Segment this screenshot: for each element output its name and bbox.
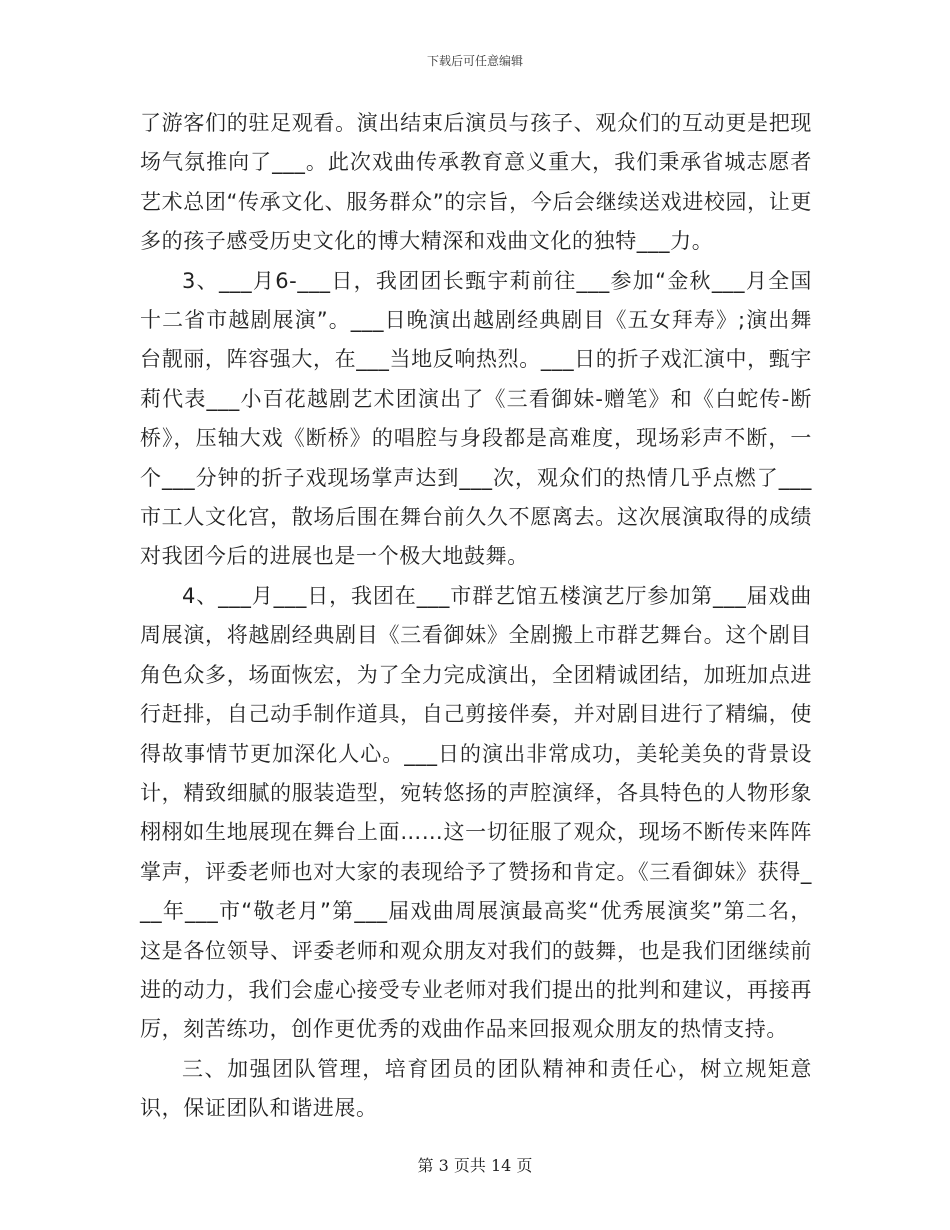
- page-header: 下载后可任意编辑: [426, 54, 523, 68]
- section-heading-3: 三、加强团队管理，培育团员的团队精神和责任心，树立规矩意识，保证团队和谐进展。: [140, 1056, 812, 1121]
- paragraph-item-3: 3、___月6-___日，我团团长甄宇莉前往___参加“金秋___月全国十二省市越剧展演”。___日晚演出越剧经典剧目《五女拜寿》;演出舞台靓丽，阵容强大，在___当地反响热烈。___日的折子戏汇演中，甄宇莉代表___小百花越剧艺术团演出了《三看御妹-赠笔》和《白蛇传-断桥》，压轴大戏《断桥》的唱腔与身段都是高难度，现场彩声不断，一个___分钟的折子戏现场掌声达到___次，观众们的热情几乎点燃了___市工人文化宫，散场后围在舞台前久久不愿离去。这次展演取得的成绩对我团今后的进展也是一个极大地鼓舞。: [140, 268, 812, 569]
- page-number: 第 3 页共 14 页: [417, 1156, 533, 1175]
- paragraph-item-4: 4、___月___日，我团在___市群艺馆五楼演艺厅参加第___届戏曲周展演，将越剧经典剧目《三看御妹》全剧搬上市群艺舞台。这个剧目角色众多，场面恢宏，为了全力完成演出，全团精诚团结，加班加点进行赶排，自己动手制作道具，自己剪接伴奏，并对剧目进行了精编，使得故事情节更加深化人心。___日的演出非常成功，美轮美奂的背景设计，精致细腻的服装造型，宛转悠扬的声腔演绎，各具特色的人物形象栩栩如生地展现在舞台上面……这一切征服了观众，现场不断传来阵阵掌声，评委老师也对大家的表现给予了赞扬和肯定。《三看御妹》获得___年___市“敬老月”第___届戏曲周展演最高奖“优秀展演奖”第二名，这是各位领导、评委老师和观众朋友对我们的鼓舞，也是我们团继续前进的动力，我们会虚心接受专业老师对我们提出的批判和建议，再接再厉，刻苦练功，创作更优秀的戏曲作品来回报观众朋友的热情支持。: [140, 583, 812, 1042]
- paragraph-continuation: 了游客们的驻足观看。演出结束后演员与孩子、观众们的互动更是把现场气氛推向了___。此次戏曲传承教育意义重大，我们秉承省城志愿者艺术总团“传承文化、服务群众”的宗旨，今后会继续送戏进校园，让更多的孩子感受历史文化的博大精深和戏曲文化的独特___力。: [140, 111, 812, 254]
- document-body: [140, 104, 812, 1129]
